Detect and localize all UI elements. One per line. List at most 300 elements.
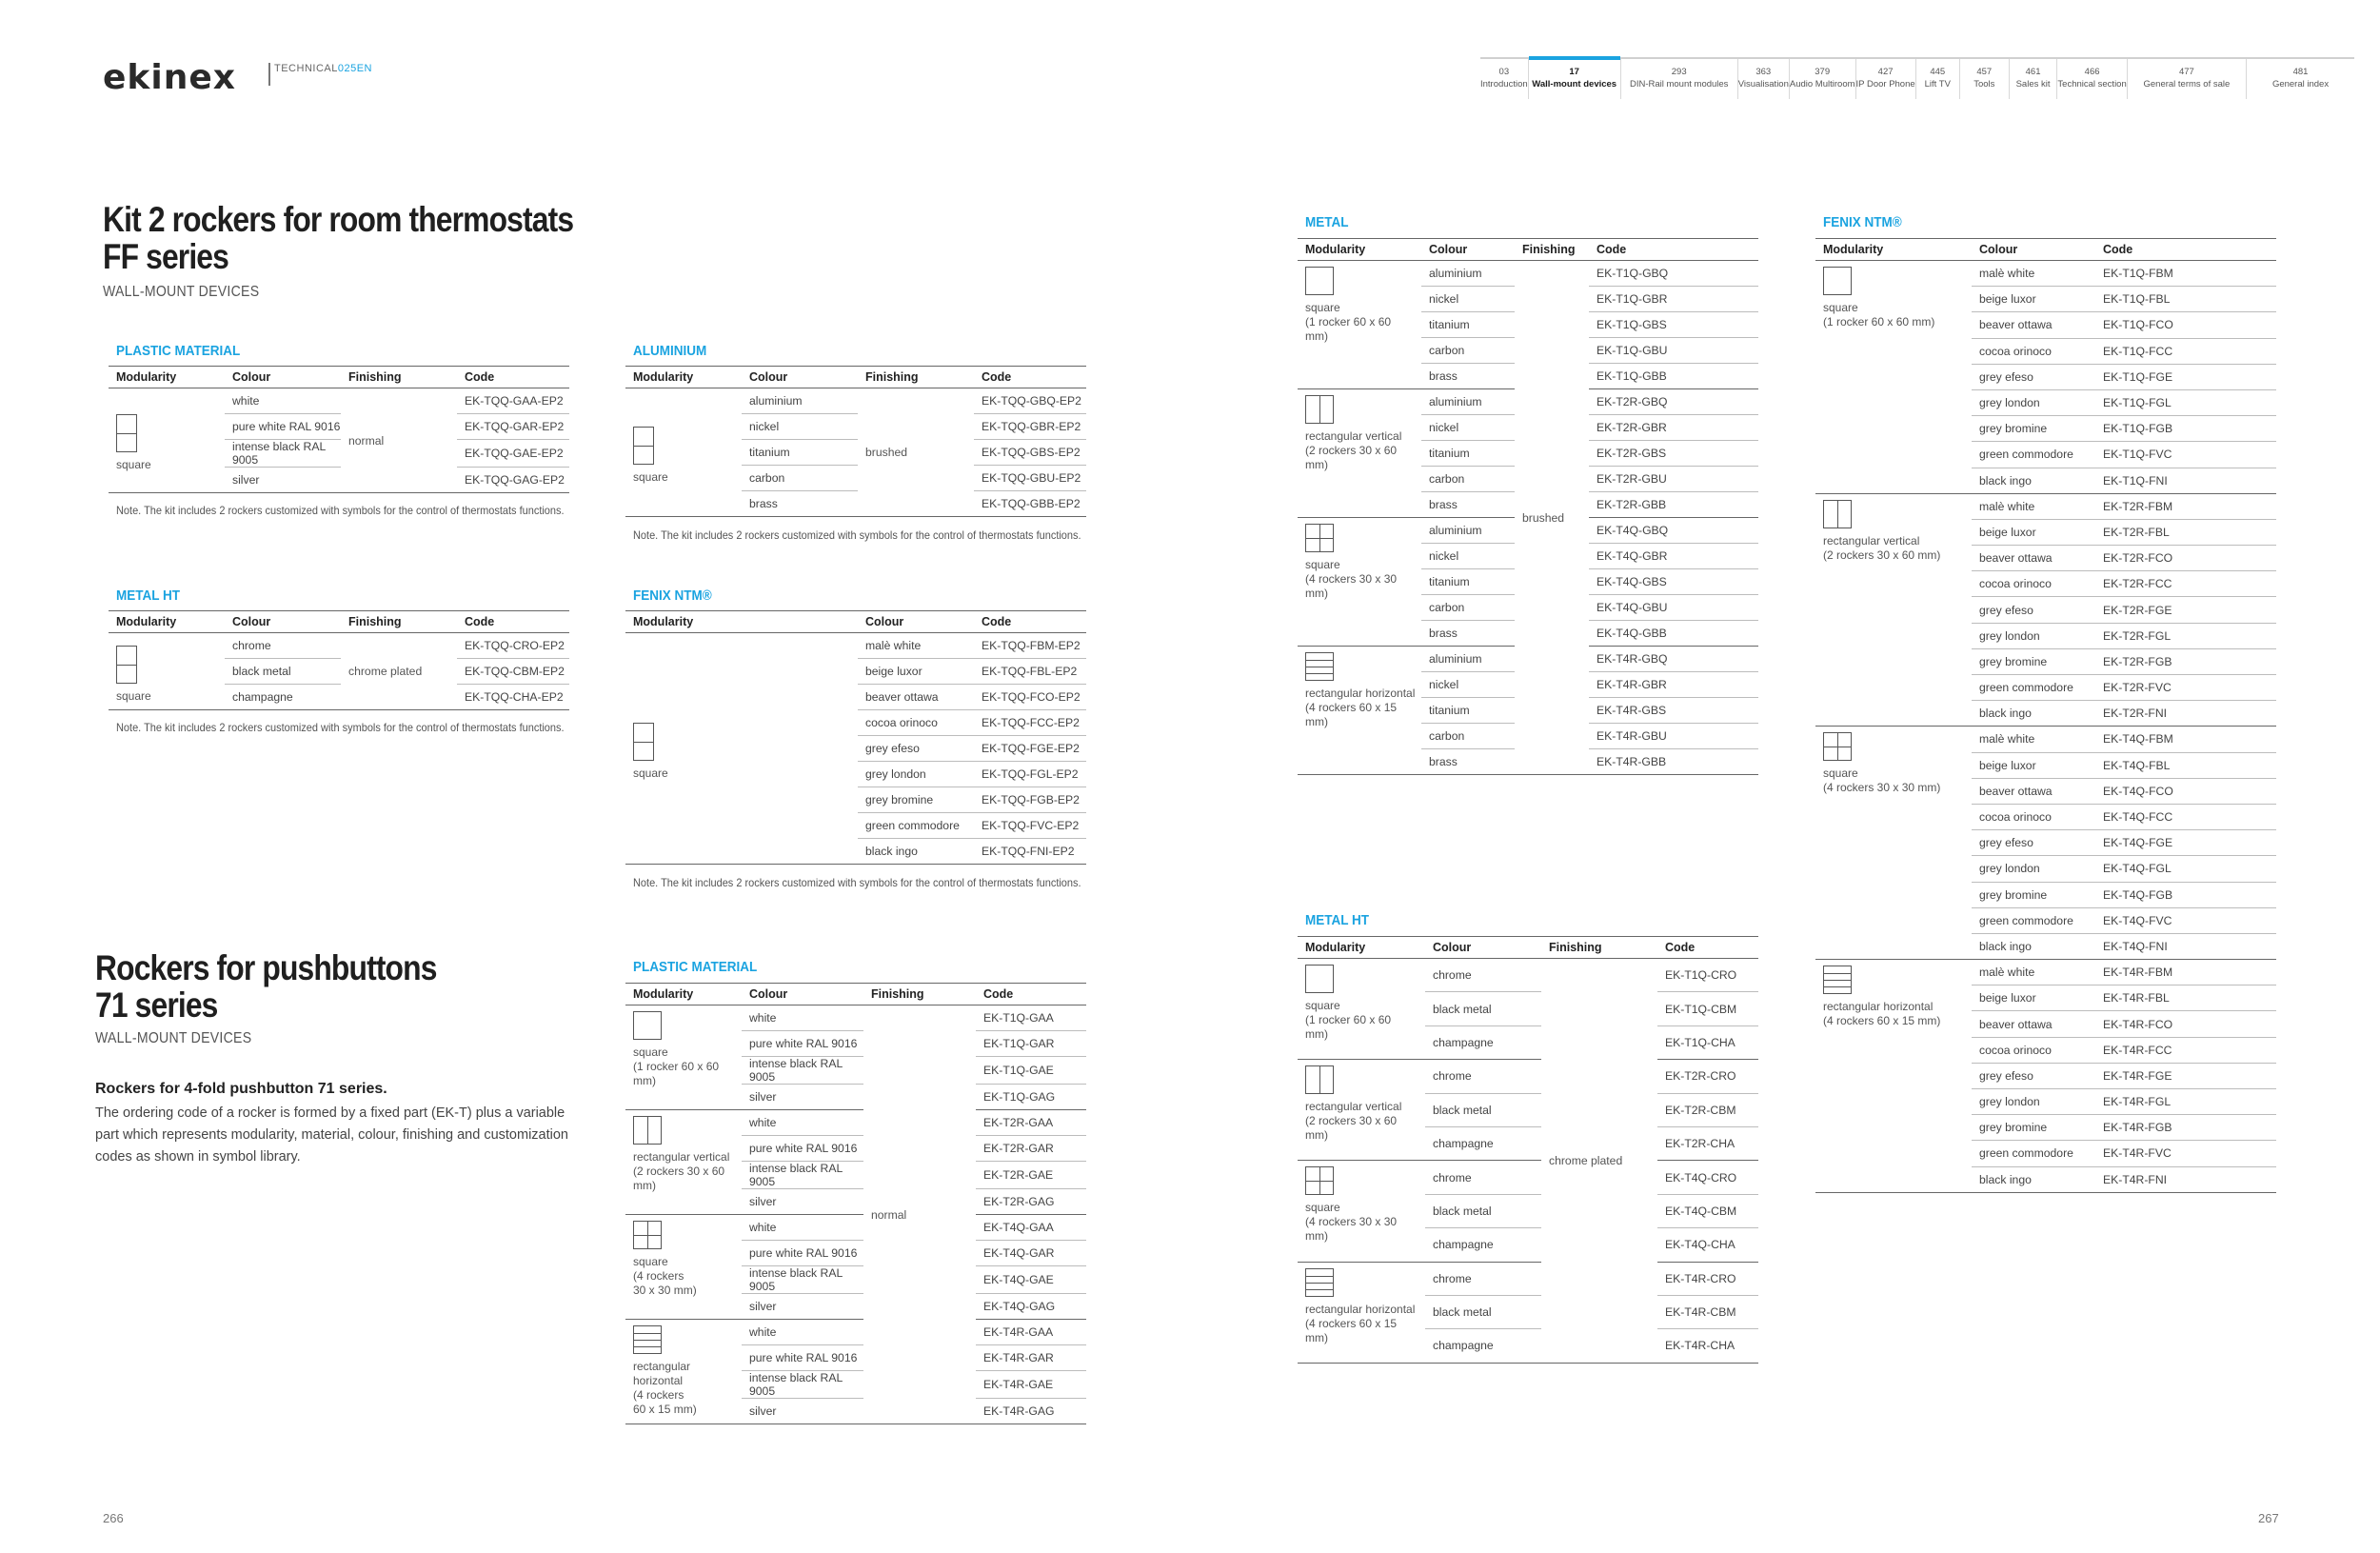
modularity-label: square (1 rocker 60 x 60 mm) bbox=[1823, 301, 1935, 329]
code-cell: EK-TQQ-FGE-EP2 bbox=[974, 736, 1086, 762]
code-cell: EK-T4R-CRO bbox=[1657, 1262, 1758, 1295]
table-header bbox=[1815, 239, 2276, 261]
logo-divider bbox=[268, 63, 270, 86]
code-cell: EK-T1Q-FVC bbox=[2095, 442, 2276, 468]
nav-tab-label: Tools bbox=[1973, 79, 1995, 90]
colour-cell: pure white RAL 9016 bbox=[742, 1136, 863, 1162]
code-cell: EK-T4Q-CHA bbox=[1657, 1228, 1758, 1262]
colour-cell: pure white RAL 9016 bbox=[742, 1031, 863, 1057]
code-cell: EK-T4R-GAR bbox=[976, 1345, 1086, 1371]
colour-cell: green commodore bbox=[1972, 907, 2095, 933]
rectangular-horizontal-icon bbox=[1305, 652, 1334, 681]
modularity-cell bbox=[1298, 1262, 1425, 1363]
column-header-colour: Colour bbox=[225, 367, 341, 388]
modularity-label: square bbox=[633, 766, 668, 780]
code-cell: EK-T4Q-GAE bbox=[976, 1266, 1086, 1294]
nav-tab-label: Visualisation bbox=[1737, 79, 1789, 90]
code-cell: EK-TQQ-FGB-EP2 bbox=[974, 787, 1086, 813]
code-cell: EK-T2R-FBM bbox=[2095, 493, 2276, 519]
colour-cell: white bbox=[742, 1110, 863, 1136]
modularity-label: rectangular vertical (2 rockers 30 x 60 mm) bbox=[1305, 429, 1402, 471]
code-cell: EK-TQQ-GBB-EP2 bbox=[974, 491, 1086, 517]
code-cell: EK-T2R-CHA bbox=[1657, 1126, 1758, 1160]
code-cell: EK-T4R-GAG bbox=[976, 1399, 1086, 1424]
square-1-rocker-icon bbox=[1305, 267, 1334, 295]
table-row bbox=[1298, 959, 1758, 992]
code-cell: EK-T2R-GBB bbox=[1589, 492, 1758, 518]
code-cell: EK-T4Q-GBB bbox=[1589, 621, 1758, 647]
kit-metalht-table bbox=[109, 610, 569, 710]
rockers-subtitle: WALL-MOUNT DEVICES bbox=[95, 1030, 252, 1046]
nav-tab-number: 363 bbox=[1755, 67, 1772, 77]
kit-title bbox=[103, 201, 573, 275]
code-cell: EK-T4Q-FVC bbox=[2095, 907, 2276, 933]
colour-cell: green commodore bbox=[1972, 442, 2095, 468]
modularity-cell bbox=[1298, 647, 1421, 775]
catalog-code bbox=[274, 63, 372, 74]
column-header-modularity: Modularity bbox=[109, 611, 225, 633]
nav-tab-number: 477 bbox=[2178, 67, 2194, 77]
colour-cell: beaver ottawa bbox=[1972, 1011, 2095, 1037]
code-cell: EK-T4Q-GAA bbox=[976, 1215, 1086, 1241]
table-header bbox=[1298, 239, 1758, 261]
colour-cell: grey london bbox=[1972, 856, 2095, 882]
code-cell: EK-T4Q-FCO bbox=[2095, 778, 2276, 804]
colour-cell: chrome bbox=[1425, 1262, 1541, 1295]
square-1-rocker-icon bbox=[633, 1011, 662, 1040]
colour-cell: nickel bbox=[1421, 415, 1515, 441]
code-cell: EK-T4Q-CRO bbox=[1657, 1161, 1758, 1194]
modularity-label: square bbox=[116, 458, 151, 471]
rectangular-vertical-icon bbox=[1823, 500, 1852, 528]
nav-tab-ip-door-phone[interactable] bbox=[1856, 59, 1916, 99]
square-4-rockers-icon bbox=[1305, 1166, 1334, 1195]
modularity-cell bbox=[625, 1110, 742, 1215]
modularity-cell bbox=[625, 1320, 742, 1424]
square-4-rockers-icon bbox=[1305, 524, 1334, 552]
colour-cell: grey efeso bbox=[1972, 597, 2095, 623]
nav-tab-lift-tv[interactable] bbox=[1916, 59, 1960, 99]
code-cell: EK-TQQ-GAA-EP2 bbox=[457, 388, 569, 414]
rockers-intro-heading: Rockers for 4-fold pushbutton 71 series. bbox=[95, 1081, 387, 1097]
code-cell: EK-T4R-FVC bbox=[2095, 1141, 2276, 1166]
colour-cell: cocoa orinoco bbox=[858, 710, 974, 736]
kit-fenix-title: FENIX NTM® bbox=[633, 587, 712, 604]
colour-cell: nickel bbox=[1421, 544, 1515, 569]
code-cell: EK-T1Q-GBU bbox=[1589, 338, 1758, 364]
code-cell: EK-T1Q-FBM bbox=[2095, 261, 2276, 287]
rockers-metal-title: METAL bbox=[1305, 214, 1349, 230]
code-cell: EK-T2R-FNI bbox=[2095, 701, 2276, 727]
colour-cell: pure white RAL 9016 bbox=[742, 1345, 863, 1371]
colour-cell: carbon bbox=[742, 466, 858, 491]
colour-cell: black metal bbox=[1425, 1093, 1541, 1126]
column-header-colour: Colour bbox=[1425, 937, 1541, 959]
colour-cell: brass bbox=[742, 491, 858, 517]
code-cell: EK-T2R-FGE bbox=[2095, 597, 2276, 623]
colour-cell: intense black RAL 9005 bbox=[225, 440, 341, 468]
table-row bbox=[109, 388, 569, 414]
code-cell: EK-T2R-GBU bbox=[1589, 467, 1758, 492]
rockers-title-line1: Rockers for pushbuttons bbox=[95, 948, 437, 987]
square-4-rockers-icon bbox=[1823, 732, 1852, 761]
code-cell: EK-T4R-FNI bbox=[2095, 1166, 2276, 1192]
modularity-label: rectangular horizontal (4 rockers 60 x 15 mm) bbox=[633, 1360, 697, 1416]
code-cell: EK-T4R-FCC bbox=[2095, 1037, 2276, 1063]
colour-cell: aluminium bbox=[742, 388, 858, 414]
colour-cell: carbon bbox=[1421, 467, 1515, 492]
nav-tab-general-index[interactable] bbox=[2247, 59, 2354, 99]
colour-cell: grey bromine bbox=[1972, 416, 2095, 442]
modularity-cell bbox=[1815, 960, 1972, 1193]
colour-cell: intense black RAL 9005 bbox=[742, 1371, 863, 1399]
colour-cell: cocoa orinoco bbox=[1972, 804, 2095, 829]
colour-cell: brass bbox=[1421, 492, 1515, 518]
nav-tab-number: 481 bbox=[2292, 67, 2309, 77]
colour-cell: chrome bbox=[1425, 1060, 1541, 1093]
column-header-colour: Colour bbox=[1421, 239, 1515, 261]
modularity-cell bbox=[1298, 261, 1421, 389]
nav-tab-number: 293 bbox=[1671, 67, 1687, 77]
nav-tab-technical-section[interactable] bbox=[2057, 59, 2127, 99]
nav-tab-label: Sales kit bbox=[2015, 79, 2051, 90]
code-cell: EK-T2R-CBM bbox=[1657, 1093, 1758, 1126]
colour-cell: grey london bbox=[858, 762, 974, 787]
code-cell: EK-T2R-GBS bbox=[1589, 441, 1758, 467]
nav-tab-tools[interactable] bbox=[1960, 59, 2010, 99]
rockers-metal-table bbox=[1298, 238, 1758, 775]
column-header-finishing: Finishing bbox=[341, 611, 457, 633]
code-cell: EK-T4R-GBR bbox=[1589, 672, 1758, 698]
kit-metalht-note: Note. The kit includes 2 rockers customized with symbols for the control of thermostats functions. bbox=[116, 721, 565, 734]
finishing-cell: chrome plated bbox=[341, 633, 457, 710]
nav-tab-number: 17 bbox=[1569, 67, 1579, 77]
modularity-cell bbox=[625, 633, 742, 865]
colour-cell: nickel bbox=[1421, 672, 1515, 698]
colour-cell: nickel bbox=[1421, 287, 1515, 312]
modularity-cell bbox=[1298, 1161, 1425, 1262]
rectangular-horizontal-icon bbox=[1823, 966, 1852, 994]
code-cell: EK-T1Q-FNI bbox=[2095, 468, 2276, 493]
column-header-code: Code bbox=[976, 984, 1086, 1005]
code-cell: EK-T2R-GAA bbox=[976, 1110, 1086, 1136]
kit-metalht-title: METAL HT bbox=[116, 587, 180, 604]
code-cell: EK-T1Q-FGE bbox=[2095, 364, 2276, 389]
colour-cell: beige luxor bbox=[1972, 752, 2095, 778]
modularity-label: square (1 rocker 60 x 60 mm) bbox=[1305, 999, 1392, 1041]
column-header-modularity: Modularity bbox=[1298, 239, 1421, 261]
colour-cell: intense black RAL 9005 bbox=[742, 1057, 863, 1085]
nav-tab-number: 466 bbox=[2084, 67, 2100, 77]
modularity-label: rectangular horizontal (4 rockers 60 x 15 mm) bbox=[1305, 1302, 1416, 1344]
nav-tab-label: Introduction bbox=[1480, 79, 1528, 90]
section-navigation bbox=[1480, 57, 2354, 99]
table-header bbox=[109, 611, 569, 633]
column-header-code: Code bbox=[457, 611, 569, 633]
colour-cell: white bbox=[742, 1215, 863, 1241]
column-header-code: Code bbox=[974, 611, 1086, 633]
column-header-colour: Colour bbox=[742, 984, 863, 1005]
column-header-code: Code bbox=[2095, 239, 2276, 261]
table-row bbox=[625, 1215, 1086, 1241]
colour-cell: grey london bbox=[1972, 623, 2095, 648]
table-row bbox=[1815, 493, 2276, 519]
colour-cell: cocoa orinoco bbox=[1972, 338, 2095, 364]
rockers-fenix-title: FENIX NTM® bbox=[1823, 214, 1902, 230]
code-cell: EK-TQQ-FCO-EP2 bbox=[974, 685, 1086, 710]
rockers-fenix-table bbox=[1815, 238, 2276, 1193]
colour-cell: green commodore bbox=[858, 813, 974, 839]
modularity-cell bbox=[1298, 1060, 1425, 1161]
rectangular-vertical-icon bbox=[1305, 395, 1334, 424]
code-cell: EK-T1Q-GBB bbox=[1589, 364, 1758, 389]
colour-cell: chrome bbox=[1425, 1161, 1541, 1194]
kit-aluminium-table bbox=[625, 366, 1086, 517]
modularity-cell bbox=[625, 1215, 742, 1320]
table-row bbox=[1298, 261, 1758, 287]
code-cell: EK-T1Q-FGL bbox=[2095, 389, 2276, 415]
colour-cell: malè white bbox=[1972, 960, 2095, 986]
table-row bbox=[625, 633, 1086, 659]
colour-cell: chrome bbox=[225, 633, 341, 659]
nav-tab-number: 461 bbox=[2025, 67, 2041, 77]
colour-cell: aluminium bbox=[1421, 518, 1515, 544]
column-header-modularity: Modularity bbox=[1815, 239, 1972, 261]
modularity-cell bbox=[109, 388, 225, 493]
code-cell: EK-TQQ-GBS-EP2 bbox=[974, 440, 1086, 466]
modularity-label: square (4 rockers 30 x 30 mm) bbox=[1305, 558, 1398, 600]
code-cell: EK-T2R-GBR bbox=[1589, 415, 1758, 441]
code-cell: EK-T4Q-FGL bbox=[2095, 856, 2276, 882]
modularity-cell bbox=[625, 1005, 742, 1110]
rectangular-vertical-icon bbox=[633, 1116, 662, 1145]
colour-cell: malè white bbox=[1972, 493, 2095, 519]
code-cell: EK-TQQ-FBL-EP2 bbox=[974, 659, 1086, 685]
colour-cell: cocoa orinoco bbox=[1972, 571, 2095, 597]
code-cell: EK-TQQ-GAE-EP2 bbox=[457, 440, 569, 468]
code-cell: EK-T4Q-FGB bbox=[2095, 882, 2276, 907]
column-header-code: Code bbox=[1589, 239, 1758, 261]
table-row bbox=[1815, 960, 2276, 986]
nav-tab-audio-multiroom[interactable] bbox=[1790, 59, 1856, 99]
colour-cell: grey bromine bbox=[1972, 1115, 2095, 1141]
colour-cell: titanium bbox=[742, 440, 858, 466]
colour-cell: titanium bbox=[1421, 698, 1515, 724]
kit-2-rockers-icon bbox=[633, 723, 654, 761]
colour-cell: grey efeso bbox=[1972, 1063, 2095, 1088]
code-cell: EK-T4Q-GBQ bbox=[1589, 518, 1758, 544]
colour-cell: silver bbox=[742, 1085, 863, 1110]
code-cell: EK-T1Q-FCC bbox=[2095, 338, 2276, 364]
colour-cell: champagne bbox=[225, 685, 341, 710]
column-header-modularity: Modularity bbox=[1298, 937, 1425, 959]
colour-cell: beaver ottawa bbox=[1972, 778, 2095, 804]
code-cell: EK-T1Q-GBR bbox=[1589, 287, 1758, 312]
nav-tab-sales-kit[interactable] bbox=[2010, 59, 2058, 99]
code-cell: EK-T4Q-FBL bbox=[2095, 752, 2276, 778]
colour-cell: grey london bbox=[1972, 1089, 2095, 1115]
colour-cell: brass bbox=[1421, 621, 1515, 647]
nav-tab-din-rail-mount-modules[interactable] bbox=[1621, 59, 1738, 99]
code-cell: EK-T4R-GAE bbox=[976, 1371, 1086, 1399]
rockers-intro-text: The ordering code of a rocker is formed by a fixed part (EK-T) plus a variable part which represents modularity, material, colour, finishing and customization codes as shown in symbol library. bbox=[95, 1105, 568, 1165]
rockers-metalht-table bbox=[1298, 936, 1758, 1364]
code-cell: EK-TQQ-GAR-EP2 bbox=[457, 414, 569, 440]
colour-cell: silver bbox=[742, 1189, 863, 1215]
modularity-label: square bbox=[633, 469, 668, 484]
modularity-label: square (4 rockers 30 x 30 mm) bbox=[633, 1255, 697, 1297]
modularity-label: rectangular horizontal (4 rockers 60 x 15 mm) bbox=[1823, 1000, 1941, 1028]
column-header-finishing: Finishing bbox=[858, 367, 974, 388]
finishing-cell: normal bbox=[863, 1005, 976, 1424]
code-cell: EK-TQQ-GBR-EP2 bbox=[974, 414, 1086, 440]
catalog-code-prefix: TECHNICAL bbox=[274, 63, 338, 74]
table-row bbox=[1815, 727, 2276, 752]
code-cell: EK-TQQ-FGL-EP2 bbox=[974, 762, 1086, 787]
code-cell: EK-T4R-GBQ bbox=[1589, 647, 1758, 672]
colour-cell: black metal bbox=[1425, 992, 1541, 1025]
modularity-label: rectangular vertical (2 rockers 30 x 60 mm) bbox=[1305, 1100, 1402, 1143]
code-cell: EK-T4R-FCO bbox=[2095, 1011, 2276, 1037]
square-1-rocker-icon bbox=[1305, 965, 1334, 993]
code-cell: EK-T4R-FBM bbox=[2095, 960, 2276, 986]
column-header-finishing: Finishing bbox=[341, 367, 457, 388]
column-header-modularity: Modularity bbox=[625, 984, 742, 1005]
blank-cell bbox=[742, 633, 858, 865]
rockers-plastic-table bbox=[625, 983, 1086, 1424]
colour-cell: titanium bbox=[1421, 441, 1515, 467]
kit-plastic-table bbox=[109, 366, 569, 493]
code-cell: EK-TQQ-FBM-EP2 bbox=[974, 633, 1086, 659]
modularity-cell bbox=[625, 388, 742, 517]
kit-title-line2: FF series bbox=[103, 237, 228, 276]
nav-tab-number: 427 bbox=[1877, 67, 1894, 77]
nav-tab-number: 03 bbox=[1498, 67, 1510, 77]
colour-cell: champagne bbox=[1425, 1126, 1541, 1160]
kit-plastic-note: Note. The kit includes 2 rockers customized with symbols for the control of thermostats functions. bbox=[116, 504, 565, 517]
square-4-rockers-icon bbox=[633, 1221, 662, 1249]
colour-cell: grey bromine bbox=[1972, 648, 2095, 674]
code-cell: EK-T1Q-GAA bbox=[976, 1005, 1086, 1031]
code-cell: EK-T4Q-GAG bbox=[976, 1294, 1086, 1320]
column-header-code: Code bbox=[1657, 937, 1758, 959]
kit-subtitle: WALL-MOUNT DEVICES bbox=[103, 284, 260, 300]
colour-cell: black ingo bbox=[1972, 1166, 2095, 1192]
colour-cell: beige luxor bbox=[1972, 986, 2095, 1011]
code-cell: EK-TQQ-FNI-EP2 bbox=[974, 839, 1086, 865]
rockers-title bbox=[95, 949, 437, 1024]
square-1-rocker-icon bbox=[1823, 267, 1852, 295]
table-row bbox=[1298, 1161, 1758, 1194]
code-cell: EK-T2R-CRO bbox=[1657, 1060, 1758, 1093]
nav-tab-label: DIN-Rail mount modules bbox=[1629, 79, 1729, 90]
colour-cell: grey bromine bbox=[1972, 882, 2095, 907]
column-header-modularity: Modularity bbox=[109, 367, 225, 388]
modularity-label: rectangular horizontal (4 rockers 60 x 15 mm) bbox=[1305, 687, 1416, 728]
rectangular-horizontal-icon bbox=[633, 1325, 662, 1354]
modularity-label: square bbox=[116, 688, 151, 703]
code-cell: EK-T2R-GAR bbox=[976, 1136, 1086, 1162]
modularity-label: square (4 rockers 30 x 30 mm) bbox=[1305, 1201, 1398, 1244]
table-header bbox=[625, 367, 1086, 388]
code-cell: EK-T4R-GAA bbox=[976, 1320, 1086, 1345]
colour-cell: carbon bbox=[1421, 595, 1515, 621]
colour-cell: black metal bbox=[1425, 1194, 1541, 1227]
page-number-left: 266 bbox=[103, 1511, 124, 1525]
colour-cell: aluminium bbox=[1421, 647, 1515, 672]
colour-cell: malè white bbox=[858, 633, 974, 659]
code-cell: EK-T4R-FGL bbox=[2095, 1089, 2276, 1115]
code-cell: EK-T4Q-GBS bbox=[1589, 569, 1758, 595]
nav-tab-wall-mount-devices[interactable] bbox=[1529, 59, 1621, 99]
code-cell: EK-T1Q-CRO bbox=[1657, 959, 1758, 992]
code-cell: EK-T4Q-FNI bbox=[2095, 933, 2276, 959]
modularity-cell bbox=[1298, 518, 1421, 647]
rockers-title-line2: 71 series bbox=[95, 986, 218, 1025]
rockers-plastic-title: PLASTIC MATERIAL bbox=[633, 959, 758, 975]
modularity-label: rectangular vertical (2 rockers 30 x 60 mm) bbox=[633, 1150, 730, 1192]
colour-cell: beaver ottawa bbox=[1972, 546, 2095, 571]
modularity-label: square (4 rockers 30 x 30 mm) bbox=[1823, 767, 1941, 795]
column-header-code: Code bbox=[974, 367, 1086, 388]
column-header-code: Code bbox=[457, 367, 569, 388]
colour-cell: intense black RAL 9005 bbox=[742, 1266, 863, 1294]
nav-tab-label: General index bbox=[2271, 79, 2330, 90]
table-row bbox=[109, 633, 569, 659]
code-cell: EK-T4Q-CBM bbox=[1657, 1194, 1758, 1227]
table-row bbox=[625, 1320, 1086, 1345]
column-header-colour: Colour bbox=[225, 611, 341, 633]
rockers-metalht-title: METAL HT bbox=[1305, 912, 1369, 928]
table-row bbox=[1815, 261, 2276, 287]
nav-tab-label: General terms of sale bbox=[2143, 79, 2231, 90]
colour-cell: grey london bbox=[1972, 389, 2095, 415]
nav-tab-visualisation[interactable] bbox=[1738, 59, 1790, 99]
modularity-label: square (1 rocker 60 x 60 mm) bbox=[1305, 301, 1392, 343]
kit-aluminium-note: Note. The kit includes 2 rockers customized with symbols for the control of thermostats functions. bbox=[633, 528, 1081, 542]
kit-2-rockers-icon bbox=[633, 427, 654, 465]
code-cell: EK-T4Q-GBR bbox=[1589, 544, 1758, 569]
kit-title-line1: Kit 2 rockers for room thermostats bbox=[103, 200, 574, 239]
finishing-cell: brushed bbox=[1515, 261, 1589, 775]
colour-cell: pure white RAL 9016 bbox=[225, 414, 341, 440]
nav-tab-number: 379 bbox=[1815, 67, 1831, 77]
code-cell: EK-TQQ-FVC-EP2 bbox=[974, 813, 1086, 839]
code-cell: EK-T4Q-FBM bbox=[2095, 727, 2276, 752]
table-header bbox=[109, 367, 569, 388]
code-cell: EK-T4R-CBM bbox=[1657, 1295, 1758, 1328]
code-cell: EK-T2R-FCC bbox=[2095, 571, 2276, 597]
table-row bbox=[1298, 1060, 1758, 1093]
nav-tab-label: Technical section bbox=[2057, 79, 2127, 90]
modularity-cell bbox=[1815, 261, 1972, 494]
colour-cell: beaver ottawa bbox=[858, 685, 974, 710]
colour-cell: brass bbox=[1421, 749, 1515, 775]
colour-cell: pure white RAL 9016 bbox=[742, 1241, 863, 1266]
code-cell: EK-T4R-FGB bbox=[2095, 1115, 2276, 1141]
colour-cell: grey efeso bbox=[1972, 830, 2095, 856]
code-cell: EK-T4R-FGE bbox=[2095, 1063, 2276, 1088]
modularity-label: rectangular vertical (2 rockers 30 x 60 mm) bbox=[1823, 533, 1941, 562]
code-cell: EK-T2R-GAG bbox=[976, 1189, 1086, 1215]
code-cell: EK-T4R-FBL bbox=[2095, 986, 2276, 1011]
nav-tab-general-terms-of-sale[interactable] bbox=[2128, 59, 2247, 99]
colour-cell: grey efeso bbox=[858, 736, 974, 762]
code-cell: EK-T1Q-FCO bbox=[2095, 312, 2276, 338]
nav-tab-introduction[interactable] bbox=[1480, 59, 1529, 99]
colour-cell: aluminium bbox=[1421, 389, 1515, 415]
kit-2-rockers-icon bbox=[116, 646, 137, 684]
